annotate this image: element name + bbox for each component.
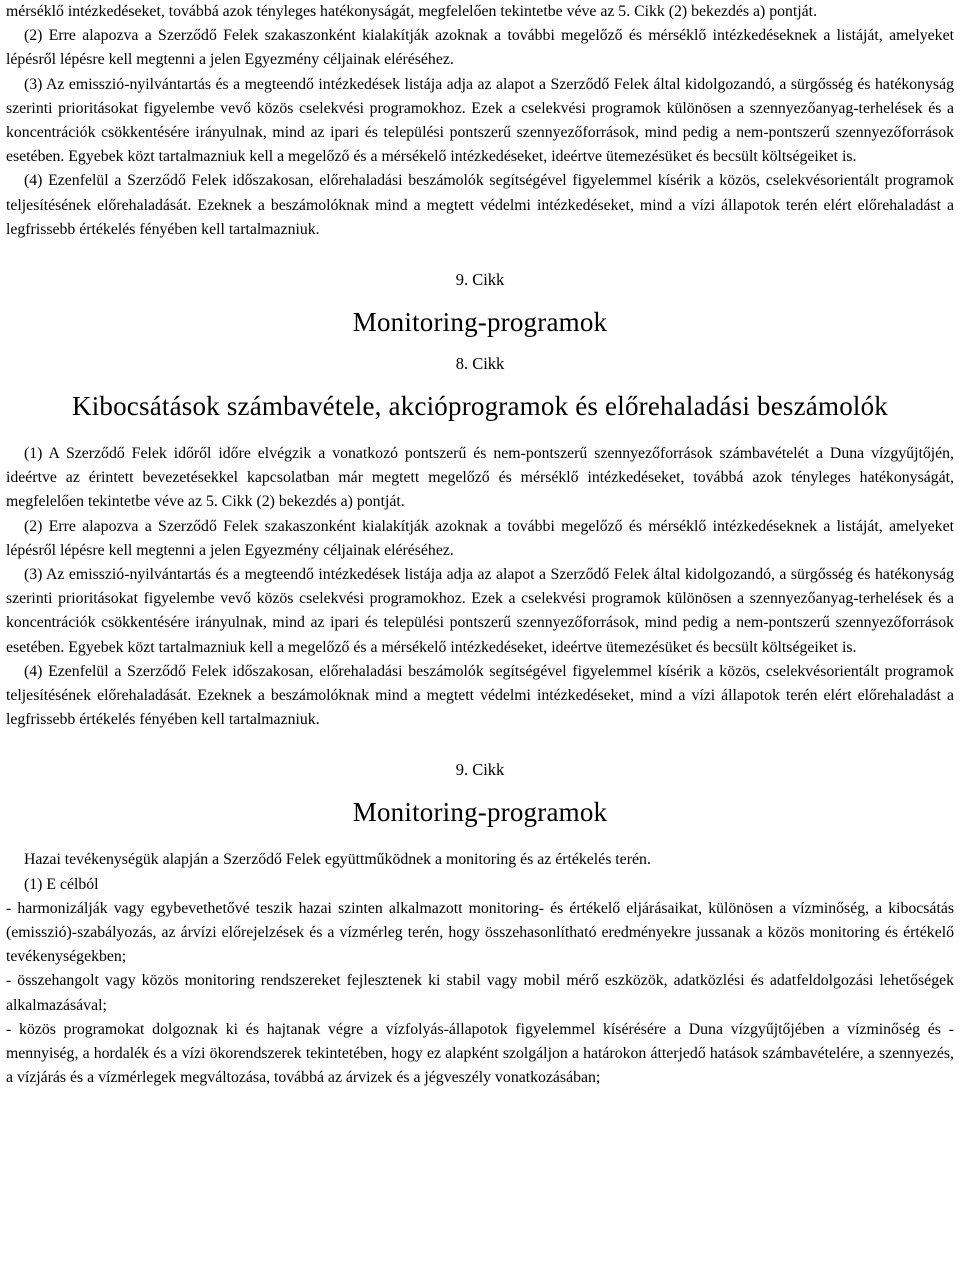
article-number-3: 9. Cikk xyxy=(455,760,505,780)
spacer xyxy=(6,292,954,305)
spacer xyxy=(6,782,954,795)
article-title-1: Monitoring-programok xyxy=(352,307,608,338)
spacer xyxy=(6,732,954,758)
paragraph-b-2: (2) Erre alapozva a Szerződő Felek szakaszonként kialakítják azoknak a további megelőző és mérséklő intézkedéseknek a listáját, amelyeket lépésről lépésre kell megtenni a jelen Egyezmény céljainak eléréséhez. xyxy=(6,517,954,559)
article-title-2: Kibocsátások számbavétele, akcióprogramok és előrehaladási beszámolók xyxy=(72,391,888,422)
spacer xyxy=(6,829,954,848)
list-item: - közös programokat dolgoznak ki és hajtanak végre a vízfolyás-állapotok figyelemmel kísérésére a Duna vízgyűjtőjében a vízminőség és -mennyiség, a hordalék és a vízi ökorendszerek tekintetében, hogy ez alapként szolgáljon a határokon átterjedő hatások számbavételére, a szennyezés, a vízjárás és a vízmérlegek megváltozása, továbbá az árvizek és a jégveszély vonatkozásában; xyxy=(6,1020,954,1087)
paragraph-b-1: (1) A Szerződő Felek időről időre elvégzik a vonatkozó pontszerű és nem-pontszerű szennyezőforrások számbavételét a Duna vízgyűjtőjén, ideértve az érintett bevezetésekkel kapcsolatban már megtett megelőző és mérséklő intézkedéseket, továbbá azok tényleges hatékonyságát, megfelelően tekintetbe véve az 5. Cikk (2) bekezdés a) pontját. xyxy=(6,445,954,511)
paragraph-a-4: (4) Ezenfelül a Szerződő Felek időszakosan, előrehaladási beszámolók segítségével figyelemmel kísérik a közös, cselekvésorientált programok teljesítésének előrehaladását. Ezeknek a beszámolóknak mind a megtett védelmi intézkedéseket, mind a vízi állapotok terén elért előrehaladást a legfrissebb értékelés fényében kell tartalmazniuk. xyxy=(6,172,954,238)
list-item: - harmonizálják vagy egybevethetővé teszik hazai szinten alkalmazott monitoring- és értékelő eljárásaikat, különösen a vízminőség, a kibocsátás (emisszió)-szabályozás, az árvízi előrejelzések és a vízmérleg terén, hogy összehasonlítható eredményekre jussanak a közös monitoring és értékelő tevékenységekben; xyxy=(6,899,954,966)
spacer xyxy=(6,423,954,442)
paragraph-a-2: (2) Erre alapozva a Szerződő Felek szakaszonként kialakítják azoknak a további megelőző és mérséklő intézkedéseknek a listáját, amelyeket lépésről lépésre kell megtenni a jelen Egyezmény céljainak eléréséhez. xyxy=(6,27,954,69)
spacer xyxy=(6,376,954,389)
article-number-2: 8. Cikk xyxy=(455,354,505,374)
spacer xyxy=(6,242,954,268)
paragraph-b-3: (3) Az emisszió-nyilvántartás és a megteendő intézkedések listája adja az alapot a Szerződő Felek által kidolgozandó, a sürgősség és hatékonyság szerinti prioritásokat figyelembe vevő közös cselekvési programokhoz. Ezek a cselekvési programok különösen a szennyezőanyag-terhelések és a koncentrációk csökkentésére irányulnak, mind az ipari és települési pontszerű szennyezőforrások, mind pedig a nem-pontszerű szennyezőforrások esetében. Egyebek közt tartalmazniuk kell a megelőző és a mérsékelő intézkedéseket, ideértve ütemezésüket és becsült költségeiket is. xyxy=(6,566,954,656)
paragraph-a-3: (3) Az emisszió-nyilvántartás és a megteendő intézkedések listája adja az alapot a Szerződő Felek által kidolgozandó, a sürgősség és hatékonyság szerinti prioritásokat figyelembe vevő közös cselekvési programokhoz. Ezek a cselekvési programok különösen a szennyezőanyag-terhelések és a koncentrációk csökkentésére irányulnak, mind az ipari és települési pontszerű szennyezőforrások, mind pedig a nem-pontszerű szennyezőforrások esetében. Egyebek közt tartalmazniuk kell a megelőző és a mérsékelő intézkedéseket, ideértve ütemezésüket és becsült költségeiket is. xyxy=(6,75,954,166)
list-item: - összehangolt vagy közös monitoring rendszereket fejlesztenek ki stabil vagy mobil mérő eszközök, adatközlési és adatfeldolgozási lehetőségek alkalmazásával; xyxy=(6,972,954,1014)
article-title-3: Monitoring-programok xyxy=(352,797,608,828)
spacer xyxy=(6,339,954,352)
article-number-1: 9. Cikk xyxy=(455,270,505,290)
paragraph-c-1-label: (1) E célból xyxy=(24,875,99,893)
document-page xyxy=(6,0,954,1091)
paragraph-b-4: (4) Ezenfelül a Szerződő Felek időszakosan, előrehaladási beszámolók segítségével figyelemmel kísérik a közös, cselekvésorientált programok teljesítésének előrehaladását. Ezeknek a beszámolóknak mind a megtett védelmi intézkedéseket, mind a vízi állapotok terén elért előrehaladást a legfrissebb értékelés fényében kell tartalmazniuk. xyxy=(6,662,954,729)
paragraph-top-fragment: mérséklő intézkedéseket, továbbá azok tényleges hatékonyságát, megfelelően tekintetbe véve az 5. Cikk (2) bekezdés a) pontját. xyxy=(6,3,818,20)
paragraph-c-intro: Hazai tevékenységük alapján a Szerződő Felek együttműködnek a monitoring és az értékelés terén. xyxy=(24,851,651,869)
